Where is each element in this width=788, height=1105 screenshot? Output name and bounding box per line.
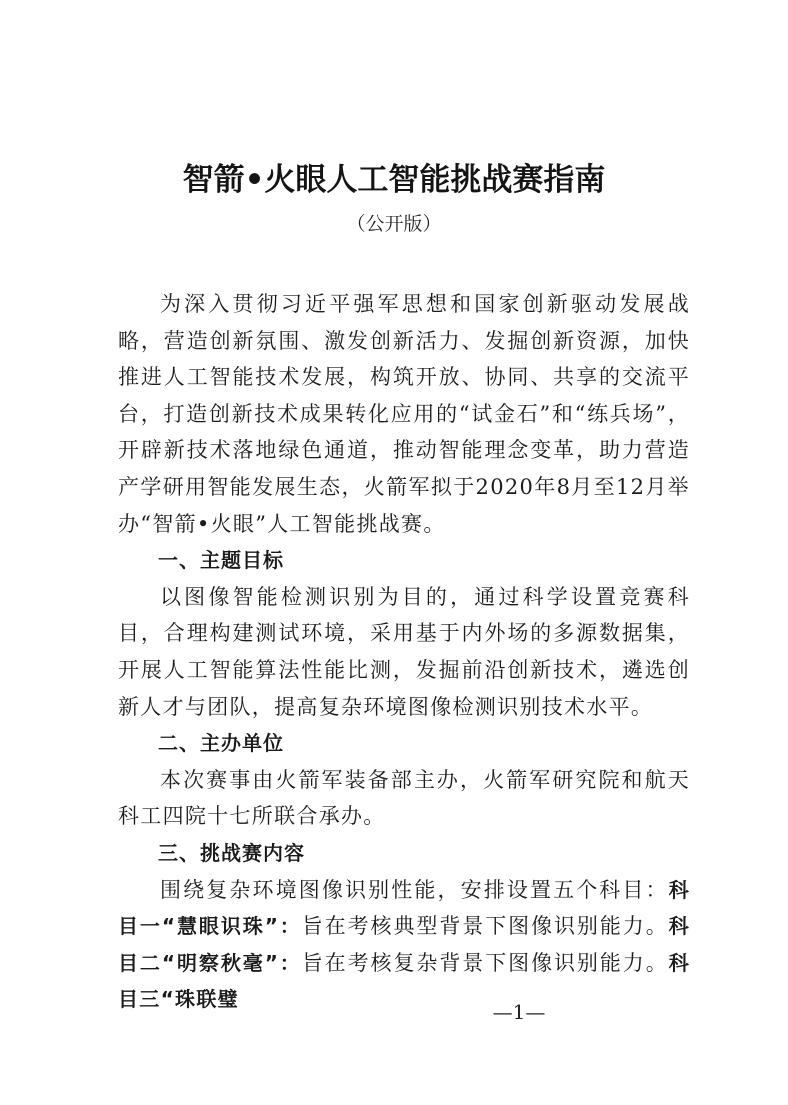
section-heading-organizers: 二、主办单位	[158, 731, 284, 756]
subject-three-label: 科目三“珠联璧	[118, 950, 690, 1012]
subject-two-label: 科目二“明察秋毫”：	[118, 914, 690, 975]
section-text-organizers: 本次赛事由火箭军装备部主办，火箭军研究院和航天科工四院十七所联合承办。	[118, 767, 690, 829]
section-text-content	[118, 872, 690, 1018]
section-text-goals: 以图像智能检测识别为目的，通过科学设置竞赛科目，合理构建测试环境，采用基于内外场的多源数据集，开展人工智能算法性能比测，发掘前沿创新技术，遴选创新人才与团队，提高复杂环境图像检测识别技术水平。	[118, 584, 690, 719]
intro-paragraph: 为深入贯彻习近平强军思想和国家创新驱动发展战略，营造创新氛围、激发创新活力、发掘创新资源，加快推进人工智能技术发展，构筑开放、协同、共享的交流平台，打造创新技术成果转化应用的“试金石”和“练兵场”，开辟新技术落地绿色通道，推动智能理念变革，助力营造产学研用智能发展生态，火箭军拟于2020年8月至12月举办“智箭•火眼”人工智能挑战赛。	[118, 292, 690, 536]
subject-one-label: 科目一“慧眼识珠”：	[118, 877, 690, 939]
content-run: 旨在考核典型背景下图像识别能力。	[301, 914, 669, 939]
content-run: 围绕复杂环境图像识别性能，安排设置五个科目：	[160, 877, 669, 902]
document-title: 智箭•火眼人工智能挑战赛指南	[182, 162, 606, 198]
section-heading-goals: 一、主题目标	[158, 548, 284, 573]
section-heading-content: 三、挑战赛内容	[158, 840, 305, 865]
document-subtitle: （公开版）	[346, 213, 442, 235]
content-run: 旨在考核复杂背景下图像识别能力。	[301, 950, 669, 975]
page-number: —1—	[492, 1000, 546, 1024]
document-body	[118, 286, 690, 1018]
